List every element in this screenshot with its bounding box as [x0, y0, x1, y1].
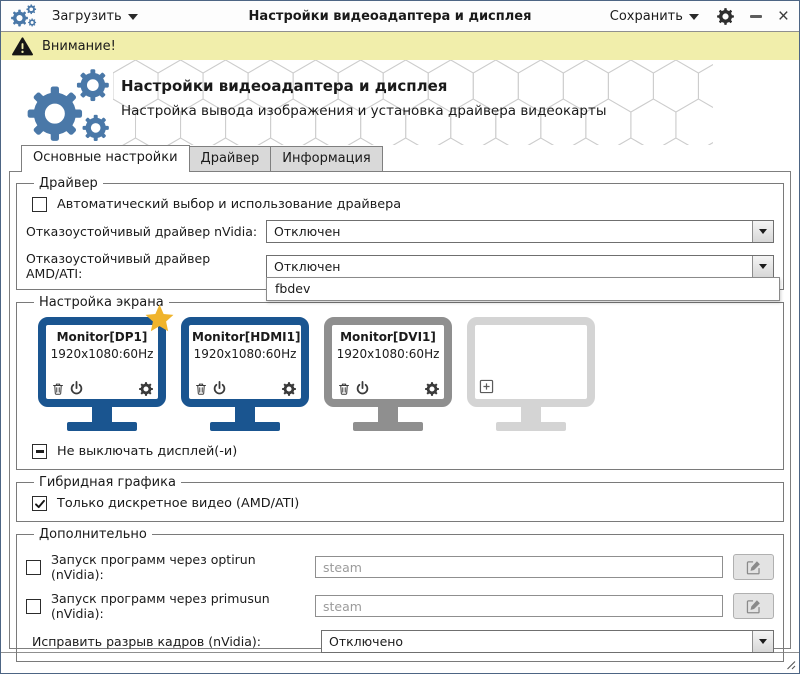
- amd-failsafe-label: Отказоустойчивый драйвер AMD/ATI:: [26, 251, 211, 281]
- discrete-only-checkbox[interactable]: [32, 496, 47, 511]
- primusun-row: [26, 591, 774, 621]
- primary-star-icon: [144, 303, 175, 334]
- chevron-down-icon: [128, 14, 138, 20]
- tab-information[interactable]: Информация: [270, 146, 382, 171]
- add-monitor-button[interactable]: [478, 378, 496, 395]
- chevron-down-icon: [689, 14, 699, 20]
- tab-driver[interactable]: Драйвер: [189, 146, 272, 171]
- extra-group-title: Дополнительно: [39, 527, 147, 542]
- monitor-name: Monitor[DP1]: [56, 330, 148, 344]
- tearing-fix-dropdown-button[interactable]: [752, 631, 773, 652]
- nvidia-failsafe-value: Отключен: [274, 224, 341, 239]
- tearing-fix-label: Исправить разрыв кадров (nVidia):: [32, 634, 261, 649]
- optirun-row: [26, 552, 774, 582]
- resize-grip-icon[interactable]: [784, 658, 796, 670]
- screen-group-title: Настройка экрана: [39, 295, 164, 310]
- gear-icon[interactable]: [139, 382, 153, 396]
- extra-group: [16, 527, 784, 662]
- monitor-base: [496, 422, 566, 431]
- chevron-down-icon: [759, 264, 767, 269]
- warning-triangle-icon: [12, 37, 33, 56]
- hybrid-group-title: Гибридная графика: [39, 475, 176, 490]
- monitor-list: [26, 311, 774, 431]
- app-logo-gears-icon: [27, 69, 115, 145]
- monitor-frame: [324, 317, 452, 407]
- gear-icon[interactable]: [282, 382, 296, 396]
- trash-icon[interactable]: [51, 382, 65, 396]
- monitor-card-empty-slot[interactable]: [467, 317, 595, 431]
- app-gears-icon: [11, 4, 38, 28]
- monitor-resolution: 1920x1080:60Hz: [50, 347, 154, 361]
- pencil-edit-icon: [745, 598, 762, 615]
- monitor-actions: [192, 381, 298, 397]
- minimize-icon: [750, 15, 762, 18]
- save-button-label: Сохранить: [609, 8, 683, 24]
- power-icon[interactable]: [355, 381, 370, 396]
- warning-text: Внимание!: [42, 38, 116, 54]
- monitor-name: Monitor[HDMI1]: [192, 330, 301, 344]
- indeterminate-mark: [36, 450, 44, 452]
- load-button[interactable]: [50, 7, 140, 26]
- window-title: Настройки видеоадаптера и дисплея: [248, 8, 532, 24]
- close-icon: ×: [777, 5, 789, 27]
- chevron-down-icon: [759, 639, 767, 644]
- hybrid-graphics-group: [16, 475, 784, 522]
- driver-group-title: Драйвер: [39, 176, 98, 191]
- primusun-label: Запуск программ через primusun (nVidia):: [51, 591, 270, 621]
- tearing-fix-value: Отключено: [329, 634, 404, 649]
- driver-group: [16, 176, 784, 296]
- warning-banner[interactable]: [1, 32, 799, 60]
- auto-driver-checkbox-row[interactable]: [32, 197, 774, 212]
- auto-driver-checkbox[interactable]: [32, 197, 47, 212]
- plus-square-icon: [478, 378, 495, 395]
- primusun-input[interactable]: [315, 595, 723, 617]
- chevron-down-icon: [759, 229, 767, 234]
- tab-bar: [1, 145, 799, 171]
- page-title: Настройки видеоадаптера и дисплея: [121, 77, 448, 95]
- nvidia-failsafe-select[interactable]: [266, 220, 774, 243]
- page-subtitle: Настройка вывода изображения и установка драйвера видеокарты: [121, 103, 607, 119]
- monitor-actions: [335, 381, 441, 397]
- close-button[interactable]: [778, 7, 789, 26]
- keep-display-on-row[interactable]: [32, 444, 774, 459]
- discrete-only-label: Только дискретное видео (AMD/ATI): [57, 496, 300, 511]
- power-icon[interactable]: [69, 381, 84, 396]
- discrete-only-row[interactable]: [32, 496, 774, 511]
- optirun-input[interactable]: [315, 556, 723, 578]
- primusun-edit-button[interactable]: [733, 593, 774, 619]
- header-text: [121, 77, 607, 119]
- optirun-checkbox[interactable]: [26, 560, 41, 575]
- monitor-stand: [378, 407, 398, 422]
- auto-driver-label: Автоматический выбор и использование драйвера: [57, 197, 402, 212]
- tab-main-settings[interactable]: Основные настройки: [21, 145, 190, 172]
- page-header: [1, 60, 799, 145]
- monitor-frame: [181, 317, 309, 407]
- power-icon[interactable]: [212, 381, 227, 396]
- monitor-base: [353, 422, 423, 431]
- monitor-resolution: 1920x1080:60Hz: [336, 347, 440, 361]
- monitor-stand: [92, 407, 112, 422]
- amd-failsafe-value: Отключен: [274, 258, 341, 274]
- monitor-base: [210, 422, 280, 431]
- gear-icon: [717, 8, 734, 25]
- amd-failsafe-dropdown-list: [266, 277, 780, 301]
- monitor-base: [67, 422, 137, 431]
- monitor-actions: [49, 381, 155, 397]
- optirun-label: Запуск программ через optirun (nVidia):: [51, 552, 256, 582]
- nvidia-failsafe-dropdown-button[interactable]: [752, 221, 773, 242]
- monitor-name: Monitor[DVI1]: [340, 330, 436, 344]
- keep-display-on-checkbox[interactable]: [32, 444, 47, 459]
- nvidia-failsafe-row: [26, 220, 774, 243]
- pencil-edit-icon: [745, 559, 762, 576]
- settings-button[interactable]: [717, 8, 734, 25]
- tearing-fix-select[interactable]: [321, 630, 774, 653]
- load-button-label: Загрузить: [52, 8, 122, 24]
- monitor-resolution: 1920x1080:60Hz: [193, 347, 297, 361]
- titlebar-right: [601, 7, 789, 26]
- trash-icon[interactable]: [337, 382, 351, 396]
- primusun-checkbox[interactable]: [26, 599, 41, 614]
- amd-failsafe-dropdown-button[interactable]: [752, 256, 773, 277]
- trash-icon[interactable]: [194, 382, 208, 396]
- monitor-stand: [235, 407, 255, 422]
- optirun-edit-button[interactable]: [733, 554, 774, 580]
- gear-icon[interactable]: [425, 382, 439, 396]
- amd-failsafe-select[interactable]: [266, 255, 774, 296]
- titlebar-left: [11, 4, 179, 28]
- keep-display-on-label: Не выключать дисплей(-и): [57, 444, 238, 459]
- title-bar: [1, 1, 799, 32]
- amd-failsafe-row: [26, 251, 774, 296]
- tab-panel-main-settings: [9, 171, 791, 649]
- monitor-card-dp1[interactable]: [38, 317, 166, 431]
- monitor-stand: [521, 407, 541, 422]
- monitor-card-dvi1[interactable]: [324, 317, 452, 431]
- save-button[interactable]: [608, 7, 701, 26]
- nvidia-failsafe-label: Отказоустойчивый драйвер nVidia:: [26, 224, 258, 239]
- monitor-frame: [467, 317, 595, 407]
- checkmark-icon: [34, 498, 46, 510]
- dropdown-option-fbdev[interactable]: fbdev: [275, 280, 311, 296]
- minimize-button[interactable]: [750, 15, 762, 18]
- screen-group: [16, 295, 784, 470]
- tearing-fix-row: [26, 630, 774, 653]
- monitor-card-hdmi1[interactable]: [181, 317, 309, 431]
